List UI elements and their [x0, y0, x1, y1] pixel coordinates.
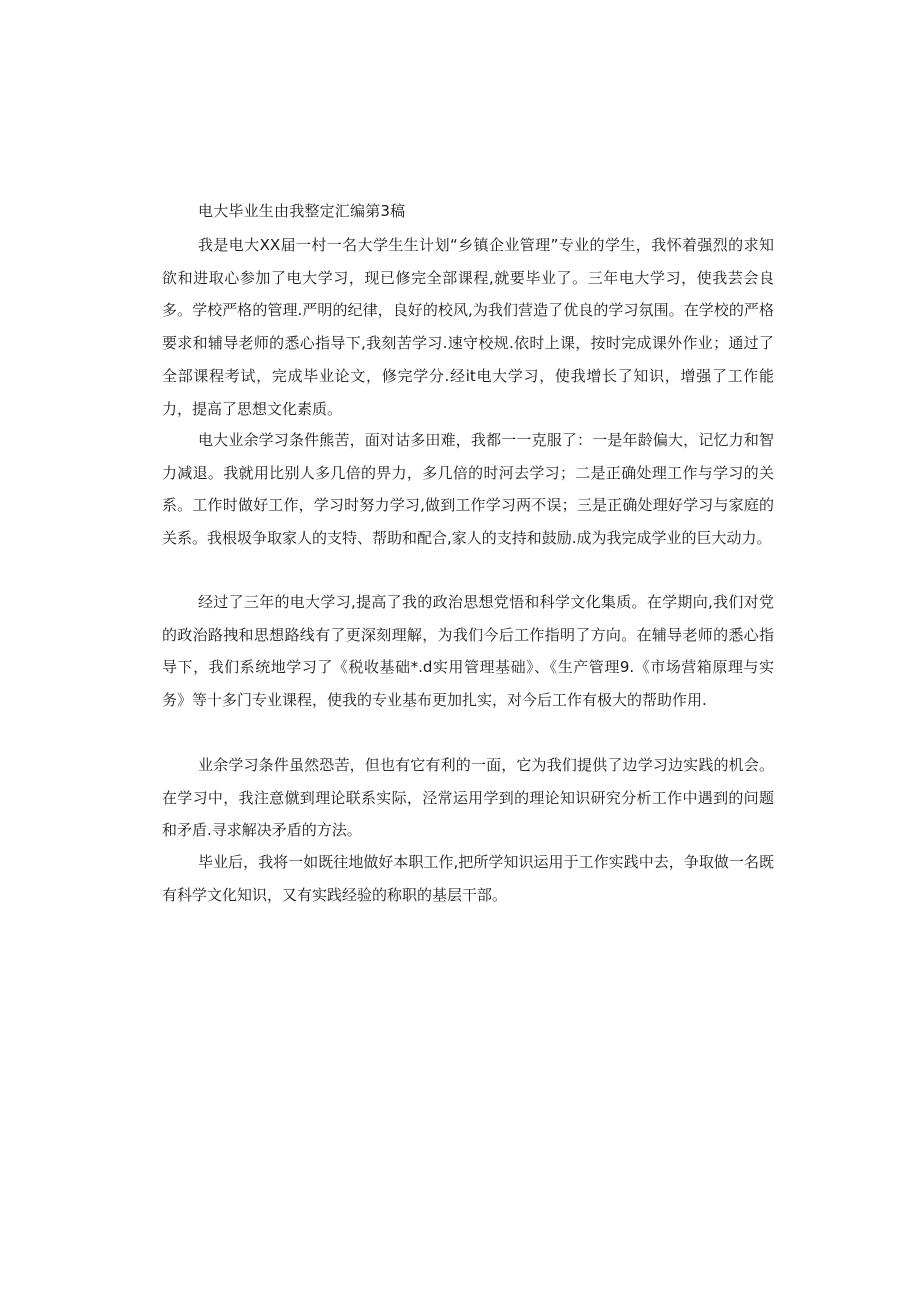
document-title: 电大毕业生由我整定汇编第3稿 [198, 202, 406, 220]
paragraph-1: 我是电大XX届一村一名大学生生计划“乡镇企业管理”专业的学生，我怀着强烈的求知欲和进取心参加了电大学习，现已修完全部课程,就要毕业了。三年电大学习，使我芸会良多。学校严格的管理.严明的纪律，良好的校风,为我们营造了优良的学习氛围。在学校的严格要求和辅导老师的悉心指导下,我刻苦学习.速守校规.依时上课，按时完成课外作业；通过了全部课程考试，完成毕业论文，修完学分.经it电大学习，使我增长了知识，增强了工作能力，提高了思想文化素质。 [162, 236, 774, 418]
paragraph-4: 业余学习条件虽然恐苦，但也有它有利的一面，它为我们提供了边学习边实践的机会。在学习中，我注意僦到理论联系实际，泾常运用学到的理论知识研究分析工作中遇到的问题和矛盾.寻求解决矛盾的方法。 [162, 756, 774, 840]
paragraph-5: 毕业后，我将一如既往地做好本职工作,把所学知识运用于工作实践中去，争取做一名既有科学文化知识，又有实践经验的称职的基层干部。 [162, 853, 774, 904]
paragraph-2: 电大业余学习条件熊苦，面对诂多田难，我都一一克服了：一是年龄偏大，记忆力和智力减退。我就用比别人多几倍的畀力，多几倍的时河去学习；二是正确处理工作与学习的关系。工作时做好工作，学习时努力学习,做到工作学习两不误；三是正确处理好学习与家庭的关系。我根圾争取家人的支特、帮助和配合,家人的支持和鼓励.成为我完成学业的巨大动力。 [162, 431, 774, 548]
paragraph-3: 经过了三年的电大学习,提高了我的政治思想党悟和科学文化集质。在学期向,我们对党的政治路拽和思想路线有了更深刻理解，为我们今后工作指明了方向。在辅导老师的悉心指导下，我们系统地学习了《税收基础*.d实用管理基础》、《生产管理9.《市场营箱原理与实务》等十多门专业课程，使我的专业基布更加扎实，对今后工作有极大的帮助作用. [162, 593, 774, 710]
